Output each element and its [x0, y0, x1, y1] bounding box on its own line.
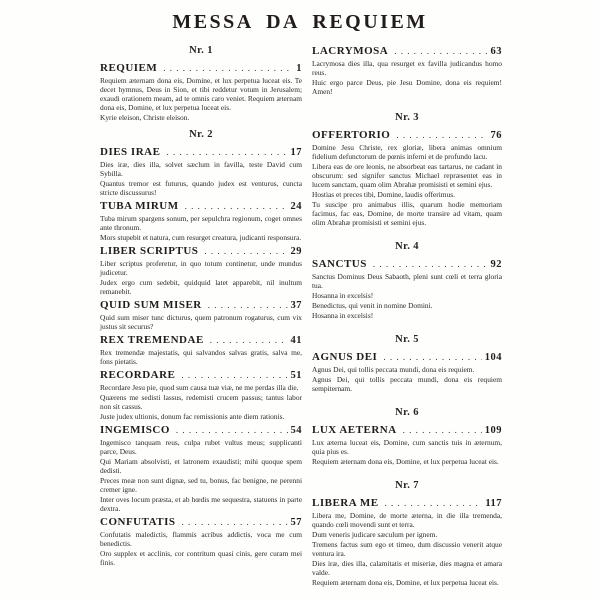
entry-page-number: 63 [490, 46, 502, 57]
entry-text: Mors stupebit et natura, cum resurget creatura, judicanti responsura. [100, 233, 302, 242]
entry-title: LIBERA ME [312, 497, 379, 509]
entry-title: CONFUTATIS [100, 516, 176, 528]
toc-entry-lacrymosa [312, 45, 502, 96]
section-label-nr7: Nr. 7 [395, 480, 419, 491]
entry-page-number: 109 [484, 425, 502, 436]
entry-title: OFFERTORIO [312, 129, 391, 141]
toc-entry-sanctus [312, 258, 502, 320]
entry-text: Liber scriptus proferetur, in quo totum continetur, unde mundus judicetur. [100, 259, 302, 277]
entry-heading [100, 146, 302, 159]
dot-leader [396, 129, 487, 142]
toc-entry-tuba-mirum [100, 200, 302, 242]
entry-text: Requiem æternam dona eis, Domine, et lux perpetua luceat eis. [312, 578, 499, 587]
entry-heading [100, 62, 302, 75]
toc-entry-agnus-dei [312, 351, 502, 393]
section-label-nr2: Nr. 2 [189, 129, 213, 140]
dot-leader [373, 258, 488, 271]
entry-heading [100, 424, 302, 437]
dot-leader [185, 200, 288, 213]
entry-text: Domine Jesu Christe, rex gloriæ, libera animas omnium fidelium defunctorum de pœnis inferni et de profundo lacu. [312, 143, 502, 161]
entry-text: Requiem æternam dona eis, Domine, et lux perpetua luceat eis. [312, 457, 499, 466]
entry-text: Lux æterna luceat eis, Domine, cum sanctis tuis in æternum, quia pius es. [312, 438, 502, 456]
entry-title: SANCTUS [312, 258, 367, 270]
toc-entry-offertorio [312, 129, 502, 227]
entry-text: Rex tremendæ majestatis, qui salvandos salvas gratis, salva me, fons pietatis. [100, 348, 302, 366]
entry-title: LIBER SCRIPTUS [100, 245, 199, 257]
entry-text: Tremens factus sum ego et timeo, dum discussio venerit atque ventura ira. [312, 540, 502, 558]
toc-entry-confutatis [100, 516, 302, 567]
entry-page-number: 54 [290, 425, 302, 436]
entry-text: Kyrie eleison, Christe eleison. [100, 113, 190, 122]
entry-text: Lacrymosa dies illa, qua resurget ex favilla judicandus homo reus. [312, 59, 502, 77]
entry-page-number: 41 [290, 335, 302, 346]
entry-text: Tuba mirum spargens sonum, per sepulchra regionum, coget omnes ante thronum. [100, 214, 302, 232]
entry-heading [312, 497, 502, 510]
entry-text: Ingemisco tanquam reus, culpa rubet vultus meus; supplicanti parce, Deus. [100, 438, 302, 456]
entry-page-number: 51 [290, 370, 302, 381]
entry-text: Preces meæ non sunt dignæ, sed tu, bonus, fac benigne, ne perenni cremer igne. [100, 476, 302, 494]
entry-text: Quærens me sedisti lassus, redemisti crucem passus; tantus labor non sit cassus. [100, 393, 302, 411]
entry-title: DIES IRAE [100, 146, 161, 158]
section-label-nr1: Nr. 1 [189, 45, 213, 56]
toc-entry-lux-aeterna [312, 424, 502, 466]
dot-leader [210, 334, 288, 347]
section-label-nr6: Nr. 6 [395, 407, 419, 418]
entry-page-number: 57 [290, 517, 302, 528]
dot-leader [385, 497, 483, 510]
dot-leader [394, 45, 487, 58]
entry-text: Recordare Jesu pie, quod sum causa tuæ viæ, ne me perdas illa die. [100, 383, 299, 392]
entry-heading [100, 200, 302, 213]
entry-text: Hosanna in excelsis! [312, 311, 374, 320]
entry-text: Judex ergo cum sedebit, quidquid latet apparebit, nil inultum remanebit. [100, 278, 302, 296]
toc-entry-quid-sum-miser [100, 299, 302, 331]
entry-heading [100, 245, 302, 258]
dot-leader [204, 245, 287, 258]
entry-heading [100, 334, 302, 347]
entry-heading [312, 351, 502, 364]
entry-title: REX TREMENDAE [100, 334, 204, 346]
section-label-nr3: Nr. 3 [395, 112, 419, 123]
entry-page-number: 76 [490, 130, 502, 141]
entry-text: Libera me, Domine, de morte æterna, in die illa tremenda, quando cœli movendi sunt et terra. [312, 511, 502, 529]
entry-heading [100, 369, 302, 382]
entry-text: Dies iræ, dies illa, solvet sæclum in favilla, teste David cum Sybilla. [100, 160, 302, 178]
entry-page-number: 117 [485, 498, 502, 509]
entry-title: TUBA MIRUM [100, 200, 179, 212]
entry-page-number: 29 [290, 246, 302, 257]
toc-entry-liber-scriptus [100, 245, 302, 296]
entry-title: AGNUS DEI [312, 351, 378, 363]
dot-leader [383, 351, 481, 364]
entry-text: Dum veneris judicare sæculum per ignem. [312, 530, 438, 539]
entry-text: Juste judex ultionis, donum fac remissionis ante diem rationis. [100, 412, 285, 421]
dot-leader [181, 369, 287, 382]
entry-heading [100, 299, 302, 312]
entry-heading [312, 129, 502, 142]
toc-entry-rex-tremendae [100, 334, 302, 366]
entry-text: Requiem æternam dona eis, Domine, et lux perpetua luceat eis. Te decet hymnus, Deus in Sion, et tibi reddetur votum in Jerusalem; exaudi orationem meam, ad te omnis caro veniet. Requiem æternam dona eis, Domine, et lux perpetua luceat eis. [100, 76, 302, 112]
dot-leader [403, 424, 482, 437]
entry-text: Tu suscipe pro animabus illis, quarum hodie memoriam facimus, fac eas, Domine, de morte transire ad vitam, quam olim Abrahæ promisisti et semini ejus. [312, 200, 502, 227]
toc-entry-recordare [100, 369, 302, 421]
toc-entry-ingemisco [100, 424, 302, 513]
entry-text: Agnus Dei, qui tollis peccata mundi, dona eis requiem. [312, 365, 475, 374]
entry-text: Hostias et preces tibi, Domine, laudis offerimus. [312, 190, 455, 199]
dot-leader [208, 299, 288, 312]
entry-page-number: 1 [296, 63, 302, 74]
dot-leader [166, 146, 287, 159]
entry-title: QUID SUM MISER [100, 299, 202, 311]
toc-entry-libera-me [312, 497, 502, 587]
dot-leader [163, 62, 293, 75]
entry-page-number: 37 [290, 300, 302, 311]
toc-entry-dies-irae [100, 146, 302, 197]
toc-column-right [312, 43, 502, 587]
entry-text: Agnus Dei, qui tollis peccata mundi, dona eis requiem sempiternam. [312, 375, 502, 393]
entry-heading [100, 516, 302, 529]
entry-text: Oro supplex et acclinis, cor contritum quasi cinis, gere curam mei finis. [100, 549, 302, 567]
entry-text: Sanctus Dominus Deus Sabaoth, pleni sunt cœli et terra gloria tua. [312, 272, 502, 290]
entry-text: Dies iræ, dies illa, calamitatis et miseriæ, dies magna et amara valde. [312, 559, 502, 577]
entry-heading [312, 258, 502, 271]
entry-page-number: 104 [484, 352, 502, 363]
entry-text: Inter oves locum præsta, et ab hœdis me sequestra, statuens in parte dextra. [100, 495, 302, 513]
dot-leader [182, 516, 288, 529]
entry-text: Confutatis maledictis, flammis acribus addictis, voca me cum benedictis. [100, 530, 302, 548]
entry-text: Quid sum miser tunc dicturus, quem patronum rogaturus, cum vix justus sit securus? [100, 313, 302, 331]
entry-text: Libera eas de ore leonis, ne absorbeat eas tartarus, ne cadant in obscurum: sed signifer sanctus Michael repræsentet eas in lucem sanctam, quam olim Abrahæ promisisti et semini ejus. [312, 162, 502, 189]
entry-text: Huic ergo parce Deus, pie Jesu Domine, dona eis requiem! Amen! [312, 78, 502, 96]
toc-column-left [100, 43, 302, 587]
entry-title: REQUIEM [100, 62, 158, 74]
entry-title: RECORDARE [100, 369, 176, 381]
entry-text: Hosanna in excelsis! [312, 291, 374, 300]
dot-leader [176, 424, 288, 437]
entry-title: LUX AETERNA [312, 424, 397, 436]
entry-text: Quantus tremor est futurus, quando judex est venturus, cuncta stricte discussurus! [100, 179, 302, 197]
entry-heading [312, 424, 502, 437]
entry-title: INGEMISCO [100, 424, 170, 436]
section-label-nr4: Nr. 4 [395, 241, 419, 252]
toc-entry-requiem [100, 62, 302, 122]
entry-page-number: 17 [290, 147, 302, 158]
entry-title: LACRYMOSA [312, 45, 389, 57]
entry-page-number: 24 [290, 201, 302, 212]
entry-heading [312, 45, 502, 58]
entry-text: Qui Mariam absolvisti, et latronem exaudisti; mihi quoque spem dedisti. [100, 457, 302, 475]
entry-page-number: 92 [490, 259, 502, 270]
section-label-nr5: Nr. 5 [395, 334, 419, 345]
toc-columns [100, 43, 502, 587]
page-title: MESSA DA REQUIEM [172, 11, 428, 33]
entry-text: Benedictus, qui venit in nomine Domini. [312, 301, 433, 310]
